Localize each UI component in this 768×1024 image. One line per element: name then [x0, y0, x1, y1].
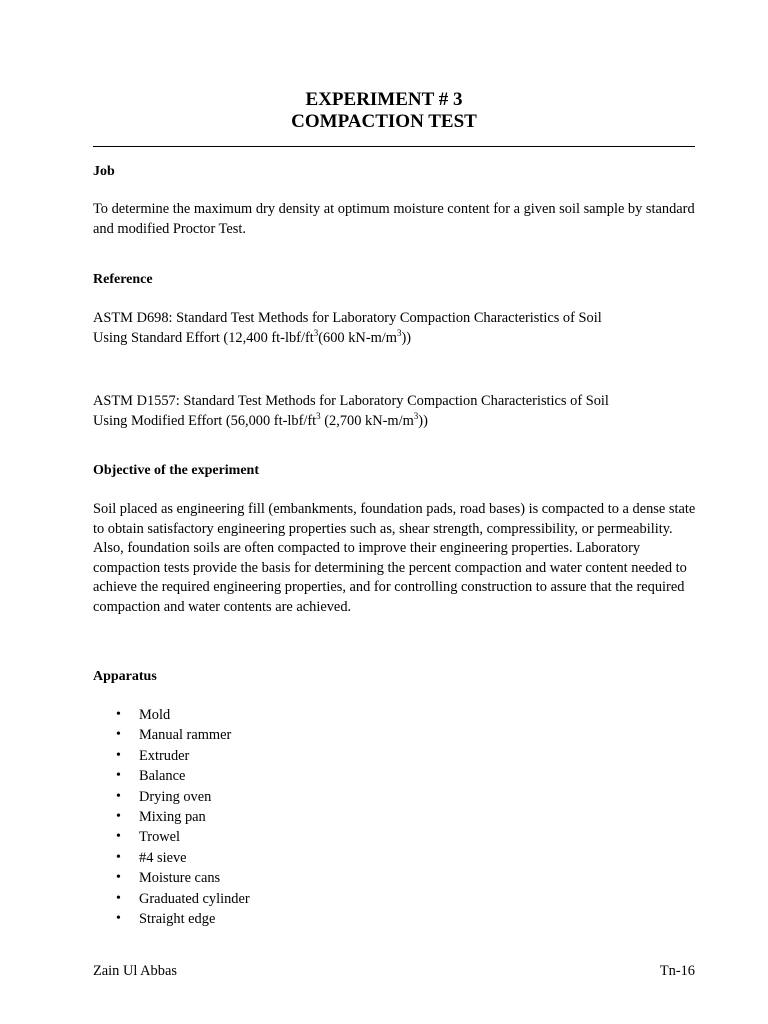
reference-astm-d698-line1: ASTM D698: Standard Test Methods for Laboratory Compaction Characteristics of Soil [93, 310, 602, 326]
footer-author: Zain Ul Abbas [93, 963, 177, 979]
footer-page-number: Tn-16 [659, 963, 695, 979]
apparatus-item [93, 848, 250, 868]
ref1-superscript-2: 3 [397, 327, 402, 338]
ref2-text-a: Using Modified Effort (56,000 ft-lbf/ft [93, 412, 317, 429]
bullet-icon: • [116, 727, 121, 743]
ref2-superscript-1: 3 [316, 410, 321, 421]
apparatus-heading: Apparatus [93, 669, 157, 684]
ref1-text-a: Using Standard Effort (12,400 ft-lbf/ft [93, 329, 314, 346]
ref1-text-b: (600 kN-m/m [318, 329, 397, 346]
page-title-line2: COMPACTION TEST [291, 111, 477, 132]
apparatus-item-label: Drying oven [139, 788, 212, 805]
bullet-icon: • [116, 747, 121, 763]
apparatus-item [93, 766, 250, 786]
apparatus-item-label: Extruder [139, 747, 190, 764]
ref2-text-c: )) [418, 412, 428, 429]
apparatus-item [93, 725, 250, 745]
reference-heading: Reference [93, 272, 153, 287]
ref2-text-b: (2,700 kN-m/m [320, 412, 414, 429]
apparatus-item [93, 868, 250, 888]
objective-heading: Objective of the experiment [93, 463, 259, 478]
ref1-text-c: )) [401, 329, 412, 346]
apparatus-item-label: Manual rammer [139, 727, 232, 744]
bullet-icon: • [116, 849, 121, 865]
bullet-icon: • [116, 768, 121, 784]
apparatus-item-label: Graduated cylinder [139, 890, 250, 907]
bullet-icon: • [116, 707, 121, 722]
reference-astm-d1557 [93, 392, 697, 431]
bullet-icon: • [116, 911, 121, 927]
apparatus-item-label: Moisture cans [139, 870, 221, 887]
page-title-line1: EXPERIMENT # 3 [305, 89, 463, 110]
reference-astm-d698-line2 [93, 329, 697, 349]
apparatus-item [93, 746, 250, 766]
apparatus-item-label: Mold [139, 707, 171, 723]
apparatus-item [93, 807, 250, 827]
apparatus-item-label: Trowel [139, 829, 181, 846]
apparatus-list [93, 705, 250, 929]
title-divider [93, 146, 695, 147]
reference-astm-d698 [93, 309, 697, 348]
apparatus-item-label: Straight edge [139, 911, 216, 928]
reference-astm-d1557-line2 [93, 412, 697, 432]
job-heading: Job [93, 164, 115, 179]
bullet-icon: • [116, 870, 121, 886]
apparatus-item [93, 827, 250, 847]
apparatus-item-label: Balance [139, 768, 186, 785]
bullet-icon: • [116, 788, 121, 804]
apparatus-item [93, 705, 250, 725]
objective-text: Soil placed as engineering fill (embankments, foundation pads, road bases) is compacted to a dense state to obtain satisfactory engineering properties such as, shear strength, compressibility, or permeability. Also, foundation soils are often compacted to improve their engineering properties. Laboratory compaction tests provide the basis for determining the percent compaction and water content needed to achieve the required engineering properties, and for controlling construction to assure that the required compaction and water contents are achieved. [93, 501, 696, 615]
ref2-superscript-2: 3 [413, 410, 419, 421]
job-text: To determine the maximum dry density at optimum moisture content for a given soil sample by standard and modified Proctor Test. [93, 201, 695, 237]
reference-astm-d1557-line1: ASTM D1557: Standard Test Methods for Laboratory Compaction Characteristics of Soil [93, 393, 609, 409]
bullet-icon: • [116, 890, 121, 906]
bullet-icon: • [116, 809, 121, 825]
apparatus-item [93, 787, 250, 807]
bullet-icon: • [116, 829, 121, 845]
apparatus-item-label: Mixing pan [139, 809, 206, 826]
apparatus-item [93, 909, 250, 929]
ref1-superscript-1: 3 [313, 327, 319, 338]
apparatus-item [93, 889, 250, 909]
apparatus-item-label: #4 sieve [139, 849, 187, 866]
